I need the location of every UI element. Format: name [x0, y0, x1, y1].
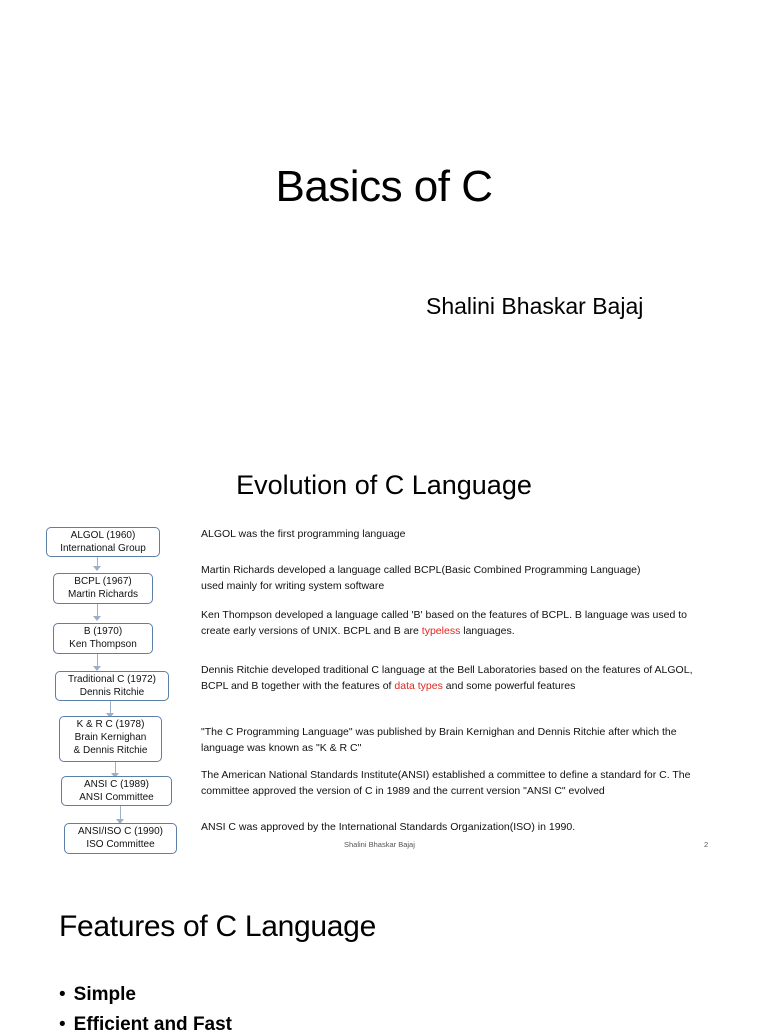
- flow-box-label: BCPL (1967): [74, 576, 132, 587]
- slide-title: Basics of C: [275, 162, 493, 211]
- desc-line: ALGOL was the first programming language: [201, 528, 406, 540]
- desc-ansi-iso-c: [201, 819, 751, 835]
- desc-line: Dennis Ritchie developed traditional C language at the Bell Laboratories based on the features of ALGOL,: [201, 664, 693, 676]
- flow-box-sublabel: ANSI Committee: [79, 792, 154, 803]
- flow-box-label: ANSI C (1989): [83, 779, 150, 790]
- author-name: Shalini Bhaskar Bajaj: [426, 293, 644, 319]
- footer-author: Shalini Bhaskar Bajaj: [344, 840, 415, 849]
- bullet-item: [59, 984, 136, 1006]
- bullet-item: [59, 1014, 232, 1036]
- bullet-icon: •: [59, 1014, 66, 1035]
- desc-text: languages.: [460, 625, 515, 637]
- evolution-slide: [0, 432, 768, 864]
- flow-box-b: [53, 623, 153, 654]
- connector-line: [120, 806, 121, 820]
- desc-line: Martin Richards developed a language called BCPL(Basic Combined Programming Language): [201, 564, 641, 576]
- flow-box-label: Traditional C (1972): [67, 674, 156, 685]
- arrow-icon: [93, 566, 101, 571]
- desc-text: create early versions of UNIX. BCPL and B are: [201, 625, 422, 637]
- bullet-text: Simple: [73, 984, 136, 1005]
- desc-b: [201, 607, 751, 639]
- arrow-icon: [93, 616, 101, 621]
- flow-box-sublabel: Ken Thompson: [69, 639, 137, 650]
- desc-line: [201, 678, 751, 694]
- desc-line: language was known as "K & R C": [201, 742, 362, 754]
- desc-line: The American National Standards Institute(ANSI) established a committee to define a standard for C. The: [201, 769, 691, 781]
- desc-line: ANSI C was approved by the International Standards Organization(ISO) in 1990.: [201, 821, 576, 833]
- flow-box-sublabel: & Dennis Ritchie: [73, 745, 148, 756]
- desc-line: Ken Thompson developed a language called 'B' based on the features of BCPL. B language was used to: [201, 609, 687, 621]
- desc-text: BCPL and B together with the features of: [201, 680, 395, 692]
- desc-traditional-c: [201, 662, 751, 694]
- flow-box-sublabel: Brain Kernighan: [74, 732, 147, 743]
- slide-title: Evolution of C Language: [236, 470, 532, 500]
- desc-algol: [201, 526, 751, 542]
- desc-ansi-c: [201, 767, 751, 799]
- desc-line: "The C Programming Language" was published by Brain Kernighan and Dennis Ritchie after which the: [201, 726, 677, 738]
- bullet-text: Efficient and Fast: [73, 1014, 233, 1035]
- flow-box-kr-c: [59, 716, 162, 762]
- desc-line: committee approved the version of C in 1989 and the current version "ANSI C" evolved: [201, 785, 605, 797]
- highlight-text: typeless: [421, 625, 461, 637]
- flow-box-label: ANSI/ISO C (1990): [77, 826, 164, 837]
- flow-box-ansi-iso-c: [64, 823, 177, 854]
- flow-box-sublabel: ISO Committee: [86, 839, 155, 850]
- flow-box-sublabel: Dennis Ritchie: [79, 687, 145, 698]
- flow-box-algol: [46, 527, 160, 557]
- flow-box-sublabel: Martin Richards: [67, 589, 139, 600]
- flow-box-label: K & R C (1978): [76, 719, 145, 730]
- highlight-text: data types: [394, 680, 443, 692]
- flow-box-label: ALGOL (1960): [70, 530, 136, 541]
- desc-text: and some powerful features: [442, 680, 576, 692]
- features-slide: [0, 864, 768, 1035]
- slide-title: Features of C Language: [59, 910, 376, 943]
- flow-box-traditional-c: [55, 671, 169, 701]
- flow-box-ansi-c: [61, 776, 172, 806]
- desc-kr-c: [201, 724, 751, 756]
- flow-box-bcpl: [53, 573, 153, 604]
- bullet-icon: •: [59, 984, 66, 1005]
- page-number: 2: [704, 840, 709, 849]
- flow-box-sublabel: International Group: [60, 543, 146, 554]
- desc-bcpl: [201, 562, 751, 594]
- title-slide: [0, 0, 768, 432]
- desc-line: used mainly for writing system software: [201, 580, 385, 592]
- flow-box-label: B (1970): [83, 626, 123, 637]
- desc-line: [201, 623, 751, 639]
